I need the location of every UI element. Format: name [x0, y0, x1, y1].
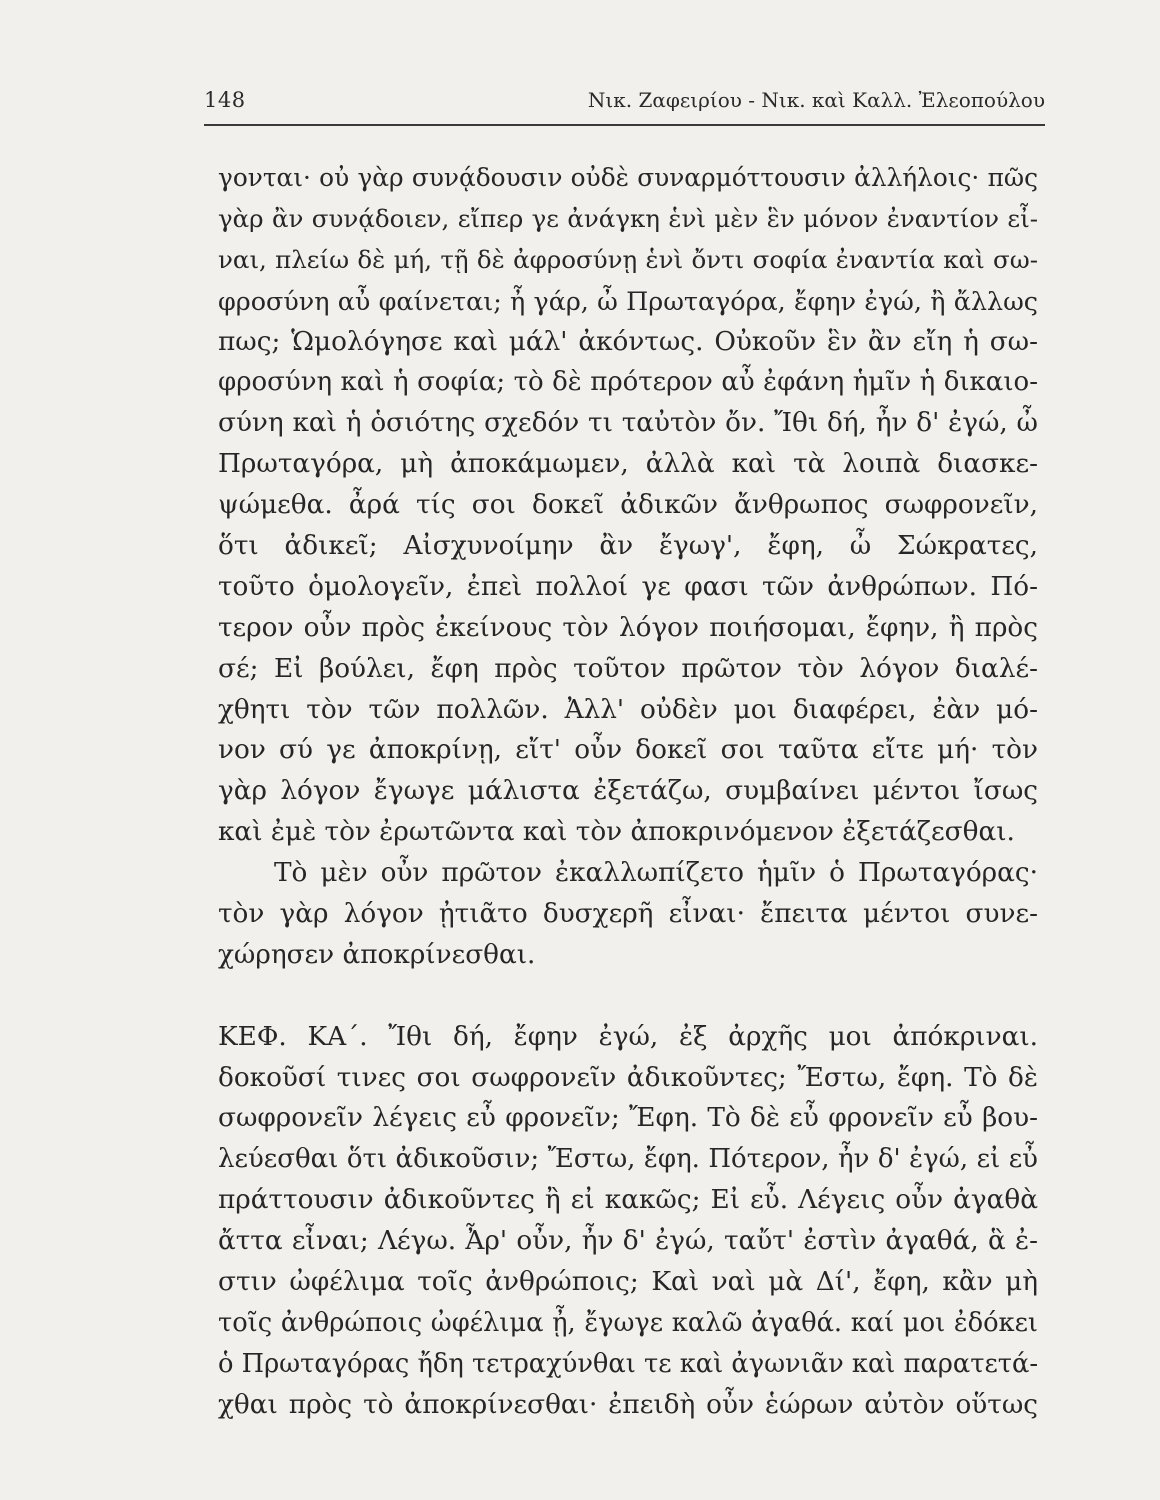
text-line: καὶ ἐμὲ τὸν ἐρωτῶντα καὶ τὸν ἀποκρινόμενον ἐξετάζεσθαι.	[218, 817, 1015, 848]
text-line: γονται· οὐ γὰρ συνᾴδουσιν οὐδὲ συναρμόττουσιν ἀλλήλοις· πῶς	[218, 163, 1038, 192]
body-text	[218, 158, 1038, 1426]
page-header	[204, 88, 1045, 122]
text-line: ψώμεθα. ἆρά τίς σοι δοκεῖ ἀδικῶν ἄνθρωπος σωφρονεῖν,	[218, 490, 1038, 521]
text-line: γὰρ λόγον ἔγωγε μάλιστα ἐξετάζω, συμβαίνει μέντοι ἴσως	[218, 776, 1038, 807]
text-line: ὅτι ἀδικεῖ; Αἰσχυνοίμην ἂν ἔγωγ', ἔφη, ὦ Σώκρατες,	[218, 531, 1038, 562]
text-line: ΚΕΦ. ΚΑ΄. Ἴθι δή, ἔφην ἐγώ, ἐξ ἀρχῆς μοι ἀπόκριναι.	[218, 1021, 1038, 1052]
text-line: χθητι τὸν τῶν πολλῶν. Ἀλλ' οὐδὲν μοι διαφέρει, ἐὰν μό-	[218, 694, 1038, 725]
header-rule	[204, 124, 1045, 126]
text-line: τὸν γὰρ λόγον ᾐτιᾶτο δυσχερῆ εἶναι· ἔπειτα μέντοι συνε-	[218, 899, 1038, 930]
text-line: Τὸ μὲν οὖν πρῶτον ἐκαλλωπίζετο ἡμῖν ὁ Πρωταγόρας·	[274, 858, 1038, 889]
text-line: σύνη καὶ ἡ ὁσιότης σχεδόν τι ταὐτὸν ὄν. Ἴθι δή, ἦν δ' ἐγώ, ὦ	[218, 408, 1038, 439]
text-line: τοῖς ἀνθρώποις ὠφέλιμα ᾖ, ἔγωγε καλῶ ἀγαθά. καί μοι ἐδόκει	[218, 1307, 1038, 1338]
running-head: Νικ. Ζαφειρίου - Νικ. καὶ Καλλ. Ἐλεοπούλου	[587, 88, 1045, 112]
text-line: σωφρονεῖν λέγεις εὖ φρονεῖν; Ἔφη. Τὸ δὲ εὖ φρονεῖν εὖ βου-	[218, 1103, 1038, 1134]
text-line: γὰρ ἂν συνᾴδοιεν, εἴπερ γε ἀνάγκη ἑνὶ μὲν ἓν μόνον ἐναντίον εἶ-	[218, 203, 1038, 233]
text-line: πως; Ὡμολόγησε καὶ μάλ' ἀκόντως. Οὐκοῦν ἓν ἂν εἴη ἡ σω-	[218, 326, 1038, 357]
text-line: στιν ὠφέλιμα τοῖς ἀνθρώποις; Καὶ ναὶ μὰ Δί', ἔφη, κἂν μὴ	[218, 1267, 1038, 1298]
text-line: πράττουσιν ἀδικοῦντες ἢ εἰ κακῶς; Εἰ εὖ. Λέγεις οὖν ἀγαθὰ	[218, 1185, 1038, 1216]
text-line: Πρωταγόρα, μὴ ἀποκάμωμεν, ἀλλὰ καὶ τὰ λοιπὰ διασκε-	[218, 449, 1038, 480]
text-line: χώρησεν ἀποκρίνεσθαι.	[218, 939, 536, 970]
text-line: νον σύ γε ἀποκρίνῃ, εἴτ' οὖν δοκεῖ σοι ταῦτα εἴτε μή· τὸν	[218, 735, 1038, 766]
text-line: δοκοῦσί τινες σοι σωφρονεῖν ἀδικοῦντες; Ἔστω, ἔφη. Τὸ δὲ	[218, 1062, 1038, 1093]
text-line: σέ; Εἰ βούλει, ἔφη πρὸς τοῦτον πρῶτον τὸν λόγον διαλέ-	[218, 653, 1038, 684]
page-number: 148	[204, 88, 246, 112]
text-line: λεύεσθαι ὅτι ἀδικοῦσιν; Ἔστω, ἔφη. Πότερον, ἦν δ' ἐγώ, εἰ εὖ	[218, 1144, 1038, 1175]
text-line: ναι, πλείω δὲ μή, τῇ δὲ ἀφροσύνῃ ἑνὶ ὄντι σοφία ἐναντία καὶ σω-	[218, 244, 1038, 274]
text-line: χθαι πρὸς τὸ ἀποκρίνεσθαι· ἐπειδὴ οὖν ἑώρων αὐτὸν οὕτως	[218, 1389, 1038, 1420]
text-line: τοῦτο ὁμολογεῖν, ἐπεὶ πολλοί γε φασι τῶν ἀνθρώπων. Πό-	[218, 571, 1038, 602]
text-line: ἄττα εἶναι; Λέγω. Ἆρ' οὖν, ἦν δ' ἐγώ, ταὔτ' ἐστὶν ἀγαθά, ἃ ἐ-	[218, 1226, 1038, 1257]
text-line: ὁ Πρωταγόρας ἤδη τετραχύνθαι τε καὶ ἀγωνιᾶν καὶ παρατετά-	[218, 1348, 1038, 1379]
text-line: φροσύνη αὖ φαίνεται; ἦ γάρ, ὦ Πρωταγόρα, ἔφην ἐγώ, ἢ ἄλλως	[218, 285, 1038, 316]
paragraph-gap	[218, 976, 1038, 1017]
text-line: τερον οὖν πρὸς ἐκείνους τὸν λόγον ποιήσομαι, ἔφην, ἢ πρὸς	[218, 612, 1038, 643]
text-line: φροσύνη καὶ ἡ σοφία; τὸ δὲ πρότερον αὖ ἐφάνη ἡμῖν ἡ δικαιο-	[218, 367, 1038, 398]
